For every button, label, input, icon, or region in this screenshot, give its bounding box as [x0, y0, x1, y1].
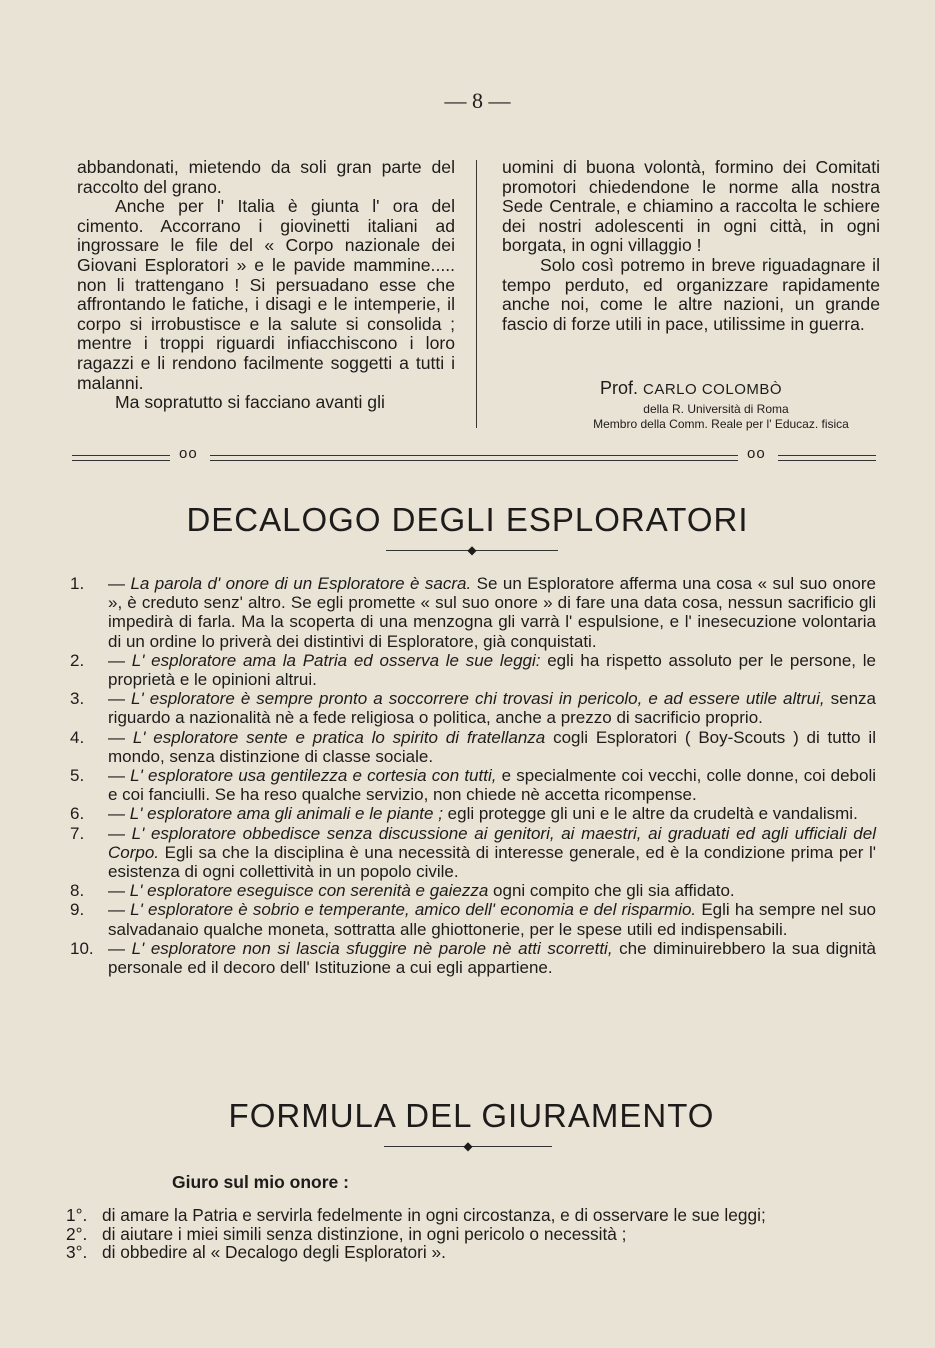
rule-text: che diminuirebbero la sua dignità personale ed il decoro dell' Istituzione a cui egli appartiene.	[108, 938, 876, 978]
list-item: 5. — L' esploratore usa gentilezza e cortesia con tutti, e specialmente coi vecchi, colle donne, coi deboli e coi fanciulli. Se ha reso qualche servizio, non chiede nè accetta ricompense.	[70, 766, 876, 805]
signature-prefix: Prof.	[599, 378, 638, 398]
rule-number: 5.	[70, 766, 85, 786]
list-item: 7. — L' esploratore obbedisce senza discussione ai genitori, ai maestri, ai graduati ed agli ufficiali del Corpo. Egli sa che la disciplina è una necessità di interesse generale, ed è la condizione prima per l' esistenza di ogni collettività in un popolo civile.	[70, 823, 876, 882]
oath-intro: Giuro sul mio onore :	[172, 1172, 349, 1192]
list-item	[66, 1225, 876, 1244]
column-divider	[476, 160, 477, 428]
rule-text: cogli Esploratori ( Boy-Scouts ) di tutto il mondo, senza distinzione di classe sociale.	[108, 727, 876, 766]
rule-number: 1.	[70, 574, 85, 593]
paragraph: Ma sopratutto si facciano avanti gli	[115, 392, 385, 413]
left-column	[77, 158, 455, 413]
oath-text: di obbedire al « Decalogo degli Esploratori ».	[102, 1242, 446, 1263]
signature-name: CARLO COLOMBÒ	[643, 381, 783, 398]
rule-lead: La parola d' onore di un Esploratore è sacra.	[130, 574, 472, 593]
rule-text: ogni compito che gli sia affidato.	[488, 881, 735, 901]
paragraph: Solo così potremo in breve riguadagnare il tempo perduto, ed organizzare rapidamente anche noi, come le altre nazioni, un grande fascio di forze utili in pace, utilissime in guerra.	[502, 254, 880, 334]
rule-lead: L' esploratore è sempre pronto a soccorrere chi trovasi in pericolo, e ad essere utile altrui,	[131, 689, 825, 709]
list-item: 9. — L' esploratore è sobrio e temperante, amico dell' economia e del risparmio. Egli ha sempre nel suo salvadanaio qualche moneta, sottratta alle ghiottonerie, per le spese utili ed indispensabili.	[70, 900, 876, 939]
list-item: 6. — L' esploratore ama gli animali e le piante ; egli protegge gli uni e le altre da crudeltà e vandalismi.	[70, 804, 858, 824]
oath-number: 3°.	[66, 1242, 88, 1263]
list-item: 8. — L' esploratore eseguisce con serenità e gaiezza ogni compito che gli sia affidato.	[70, 881, 735, 901]
right-column	[502, 158, 880, 334]
decalogo-list	[70, 574, 876, 977]
rule-number: 6.	[70, 804, 85, 824]
title-ornament: ◆	[386, 546, 558, 556]
signature-affiliation: della R. Università di Roma	[643, 402, 789, 416]
title-ornament: ◆	[384, 1142, 552, 1152]
rule-number: 10.	[70, 938, 94, 958]
rule-text: senza riguardo a nazionalità nè a fede religiosa o politica, anche a prezzo di sacrificio proprio.	[108, 689, 876, 728]
oath-list	[66, 1206, 876, 1262]
rule-lead: L' esploratore ama gli animali e le piante ;	[129, 804, 443, 824]
rule-number: 3.	[70, 689, 85, 709]
paragraph: Anche per l' Italia è giunta l' ora del cimento. Accorrano i giovinetti italiani ad ingrossare le file del « Corpo nazionale dei Giovani Esploratori » e le pavide mammine..... non li trattengano ! Si persuadano esse che affrontando le fatiche, i disagi e le intemperie, il corpo si irrobustisce e la salute si consolida ; mentre i troppi riguardi infiacchiscono i loro ragazzi e li rendono facilmente soggetti a tutti i malanni.	[77, 196, 455, 393]
rule-text: Se un Esploratore afferma una cosa « sul suo onore », è creduto senz' altro. Se egli promette « sul suo onore » di fare una data cosa, nessun sacrificio gli impedirà di farla. Ma la scoperta di una menzogna gli varrà l' espulsione, e l' inesecuzione volontaria di un ordine lo priverà dei distintivi di Esploratore, già conquistati.	[108, 574, 876, 651]
oath-number: 2°.	[66, 1223, 88, 1244]
decalogo-title: DECALOGO DEGLI ESPLORATORI	[186, 501, 749, 538]
rule-lead: L' esploratore non si lascia sfuggire nè parole nè atti scorretti,	[131, 938, 613, 958]
rule-number: 7.	[70, 823, 85, 843]
list-item: 1. — La parola d' onore di un Esploratore è sacra. Se un Esploratore afferma una cosa « sul suo onore », è creduto senz' altro. Se egli promette « sul suo onore » di fare una data cosa, nessun sacrificio gli impedirà di farla. Ma la scoperta di una menzogna gli varrà l' espulsione, e l' inesecuzione volontaria di un ordine lo priverà dei distintivi di Esploratore, già conquistati.	[70, 574, 876, 651]
rule-lead: L' esploratore usa gentilezza e cortesia con tutti,	[130, 766, 497, 786]
rule-text: Egli ha sempre nel suo salvadanaio qualche moneta, sottratta alle ghiottonerie, per le spese utili ed indispensabili.	[108, 900, 876, 939]
oath-text: di aiutare i miei simili senza distinzione, in ogni pericolo o necessità ;	[102, 1223, 627, 1244]
list-item	[66, 1206, 876, 1225]
list-item: 4. — L' esploratore sente e pratica lo spirito di fratellanza cogli Esploratori ( Boy-Scouts ) di tutto il mondo, senza distinzione di classe sociale.	[70, 727, 876, 766]
divider-ornament: oo	[747, 445, 766, 462]
signature	[502, 378, 880, 399]
list-item: 2. — L' esploratore ama la Patria ed osserva le sue leggi: egli ha rispetto assoluto per le persone, le proprietà e le opinioni altrui.	[70, 650, 876, 690]
rule-lead: L' esploratore obbedisce senza discussione ai genitori, ai maestri, ai graduati ed agli ufficiali del Corpo.	[108, 823, 876, 862]
rule-lead: L' esploratore è sobrio e temperante, amico dell' economia e del risparmio.	[130, 900, 697, 920]
page-number: — 8 —	[444, 88, 511, 113]
list-item	[66, 1243, 876, 1262]
rule-lead: L' esploratore ama la Patria ed osserva le sue leggi:	[131, 650, 541, 670]
oath-text: di amare la Patria e servirla fedelmente in ogni circostanza, e di osservare le sue leggi;	[102, 1205, 766, 1225]
oath-number: 1°.	[66, 1205, 88, 1225]
divider-ornament: oo	[179, 445, 198, 462]
section-divider	[72, 445, 876, 465]
rule-number: 9.	[70, 900, 85, 920]
rule-text: e specialmente coi vecchi, colle donne, coi deboli e coi fanciulli. Se ha reso qualche servizio, non chiede nè accetta ricompense.	[108, 766, 876, 805]
rule-text: egli ha rispetto assoluto per le persone, le proprietà e le opinioni altrui.	[108, 650, 876, 690]
paragraph: uomini di buona volontà, formino dei Comitati promotori chiedendone le norme alla nostra Sede Centrale, e chiamino a raccolta le schiere dei nostri adolescenti in ogni città, in ogni borgata, in ogni villaggio !	[502, 157, 880, 256]
rule-number: 8.	[70, 881, 85, 901]
giuramento-title: FORMULA DEL GIURAMENTO	[228, 1097, 715, 1134]
rule-lead: L' esploratore sente e pratica lo spirito di fratellanza	[132, 727, 546, 747]
paragraph: abbandonati, mietendo da soli gran parte del raccolto del grano.	[77, 157, 455, 197]
rule-number: 2.	[70, 650, 85, 670]
list-item: 10. — L' esploratore non si lascia sfuggire nè parole nè atti scorretti, che diminuirebbero la sua dignità personale ed il decoro dell' Istituzione a cui egli appartiene.	[70, 938, 876, 978]
rule-text: egli protegge gli uni e le altre da crudeltà e vandalismi.	[442, 804, 858, 824]
list-item: 3. — L' esploratore è sempre pronto a soccorrere chi trovasi in pericolo, e ad essere utile altrui, senza riguardo a nazionalità nè a fede religiosa o politica, anche a prezzo di sacrificio proprio.	[70, 689, 876, 728]
rule-text: Egli sa che la disciplina è una necessità di interesse generale, ed è la condizione prima per l' esistenza di ogni collettività in un popolo civile.	[108, 842, 876, 882]
rule-lead: L' esploratore eseguisce con serenità e gaiezza	[129, 881, 489, 901]
rule-number: 4.	[70, 727, 85, 747]
signature-role: Membro della Comm. Reale per l' Educaz. fisica	[593, 417, 849, 431]
